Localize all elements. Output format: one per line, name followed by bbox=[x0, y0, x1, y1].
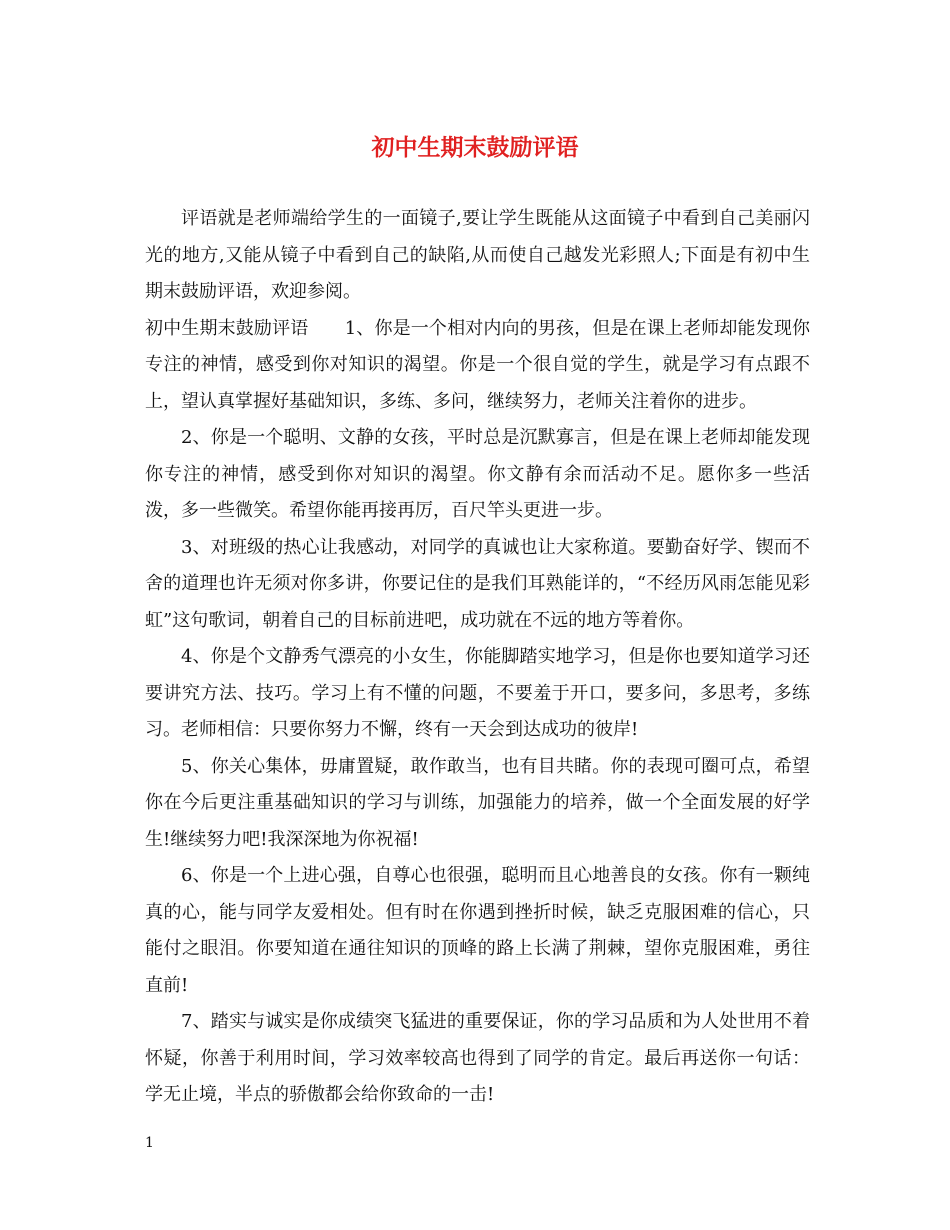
comment-item-7: 7、踏实与诚实是你成绩突飞猛进的重要保证，你的学习品质和为人处世用不着怀疑，你善于利用时间，学习效率较高也得到了同学的肯定。最后再送你一句话：学无止境，半点的骄傲都会给你致命的一击! bbox=[145, 1011, 810, 1105]
document-body bbox=[145, 201, 810, 1114]
page-number: 1 bbox=[145, 1135, 154, 1151]
first-comment-paragraph bbox=[145, 311, 810, 421]
section-heading: 初中生期末鼓励评语 bbox=[145, 317, 309, 339]
comment-item-3: 3、对班级的热心让我感动，对同学的真诚也让大家称道。要勤奋好学、锲而不舍的道理也许无须对你多讲，你要记住的是我们耳熟能详的，“不经历风雨怎能见彩虹”这句歌词，朝着自己的目标前进吧，成功就在不远的地方等着你。 bbox=[145, 536, 810, 631]
document-title: 初中生期末鼓励评语 bbox=[371, 134, 579, 161]
comment-item-6: 6、你是一个上进心强，自尊心也很强，聪明而且心地善良的女孩。你有一颗纯真的心，能与同学友爱相处。但有时在你遇到挫折时候，缺乏克服困难的信心，只能付之眼泪。你要知道在通往知识的顶峰的路上长满了荆棘，望你克服困难，勇往直前! bbox=[145, 865, 810, 996]
comment-item-2: 2、你是一个聪明、文静的女孩，平时总是沉默寡言，但是在课上老师却能发现你专注的神情，感受到你对知识的渴望。你文静有余而活动不足。愿你多一些活泼，多一些微笑。希望你能再接再厉，百尺竿头更进一步。 bbox=[145, 427, 810, 521]
comment-item-5: 5、你关心集体，毋庸置疑，敢作敢当，也有目共睹。你的表现可圈可点，希望你在今后更注重基础知识的学习与训练，加强能力的培养，做一个全面发展的好学生!继续努力吧!我深深地为你祝福! bbox=[145, 755, 810, 850]
intro-paragraph: 评语就是老师端给学生的一面镜子,要让学生既能从这面镜子中看到自己美丽闪光的地方,又能从镜子中看到自己的缺陷,从而使自己越发光彩照人;下面是有初中生期末鼓励评语，欢迎参阅。 bbox=[145, 208, 810, 302]
comment-item-1: 1、你是一个相对内向的男孩，但是在课上老师却能发现你专注的神情，感受到你对知识的渴望。你是一个很自觉的学生，就是学习有点跟不上，望认真掌握好基础知识，多练、多问，继续努力，老师关注着你的进步。 bbox=[145, 317, 811, 412]
comment-item-4: 4、你是个文静秀气漂亮的小女生，你能脚踏实地学习，但是你也要知道学习还要讲究方法、技巧。学习上有不懂的问题，不要羞于开口，要多问，多思考，多练习。老师相信：只要你努力不懈，终有一天会到达成功的彼岸! bbox=[145, 646, 810, 740]
